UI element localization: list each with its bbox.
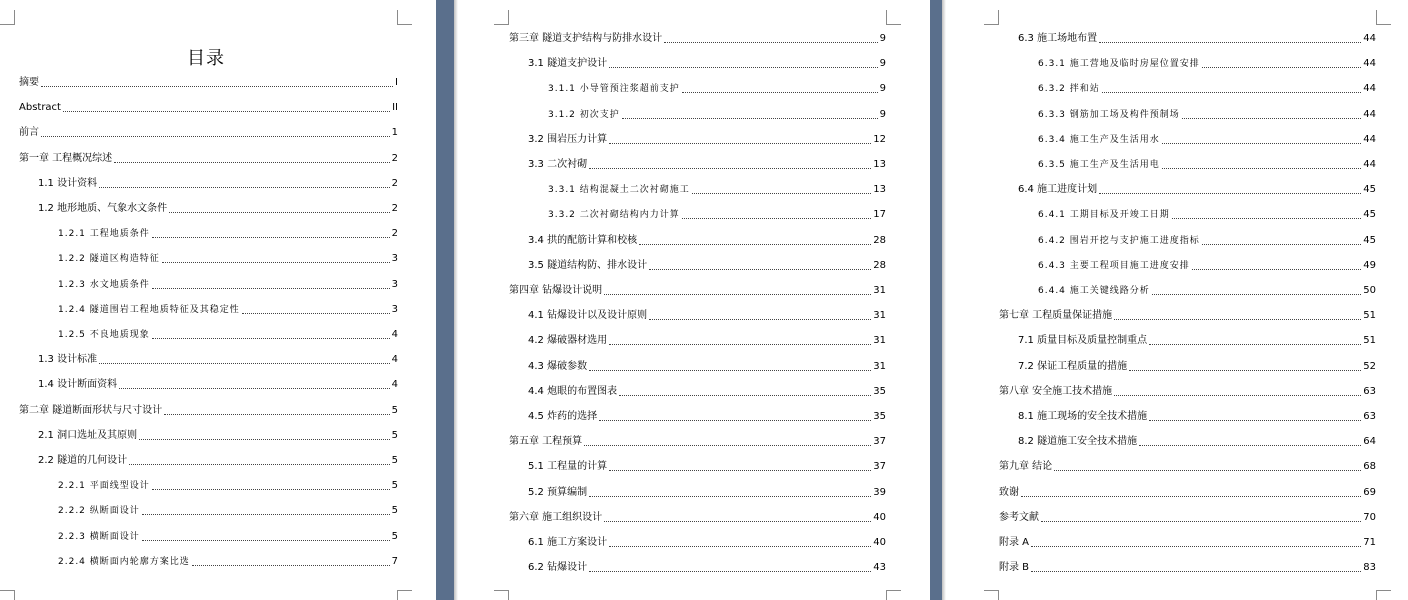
toc-entry-title: 6.3 施工场地布置: [1018, 33, 1098, 44]
toc-entry-title: 第三章 隧道支护结构与防排水设计: [509, 33, 663, 44]
document-page-1: [0, 0, 436, 600]
toc-leader-dots: [1162, 142, 1362, 144]
toc-entry-title: 2.2.1 平面线型设计: [58, 481, 150, 492]
toc-entry-title: 6.4.2 围岩开挖与支护施工进度指标: [1038, 235, 1200, 246]
toc-entry-title: 1.2 地形地质、气象水文条件: [38, 203, 168, 214]
toc-leader-dots: [609, 142, 871, 144]
toc-page-number: 9: [879, 108, 886, 120]
corner-mark: [984, 10, 999, 25]
toc-entry-title: 2.2.4 横断面内轮廓方案比选: [58, 556, 190, 567]
toc-leader-dots: [604, 520, 871, 522]
toc-leader-dots: [649, 318, 871, 320]
toc-entry[interactable]: [509, 434, 886, 448]
toc-entry-title: 6.4 施工进度计划: [1018, 184, 1098, 196]
toc-entry-title: 1.2.4 隧道围岩工程地质特征及其稳定性: [58, 304, 240, 315]
corner-mark: [494, 10, 509, 25]
toc-entry-title: 6.2 钻爆设计: [528, 562, 588, 574]
toc-page-number: 2: [391, 152, 398, 164]
toc-entry[interactable]: [1038, 81, 1376, 95]
toc-page-number: II: [392, 102, 398, 114]
toc-page-number: I: [395, 77, 398, 88]
toc-entry[interactable]: [38, 428, 398, 442]
toc-entry-title: 2.2 隧道的几何设计: [38, 455, 128, 466]
toc-leader-dots: [164, 413, 389, 415]
toc-page-number: 3: [391, 253, 398, 265]
toc-leader-dots: [1114, 394, 1361, 396]
toc-page-number: 5: [391, 404, 398, 416]
toc-entry[interactable]: [19, 100, 398, 114]
toc-entry[interactable]: [548, 182, 886, 196]
toc-entry[interactable]: [999, 384, 1376, 398]
toc-entry[interactable]: [528, 560, 886, 574]
toc-page-number: 51: [1363, 335, 1376, 347]
toc-page-number: 44: [1363, 159, 1376, 170]
toc-page-number: 68: [1363, 461, 1376, 473]
toc-entry-title: 3.4 拱的配筋计算和校核: [528, 234, 638, 246]
toc-page-number: 13: [873, 184, 886, 196]
toc-leader-dots: [1114, 318, 1361, 320]
toc-leader-dots: [142, 513, 390, 515]
toc-entry-title: 6.4.3 主要工程项目施工进度安排: [1038, 260, 1190, 271]
toc-leader-dots: [119, 387, 390, 389]
toc-entry[interactable]: [58, 554, 398, 568]
toc-entry[interactable]: [528, 409, 886, 423]
toc-page-number: 45: [1363, 234, 1376, 246]
toc-entry[interactable]: [38, 377, 398, 391]
toc-entry-title: 3.3.2 二次衬砌结构内力计算: [548, 210, 680, 221]
toc-leader-dots: [609, 545, 871, 547]
toc-entry-title: 前言: [19, 127, 39, 139]
toc-page-number: 1: [391, 127, 398, 139]
toc-entry-title: 附录 B: [999, 562, 1030, 574]
toc-page-number: 31: [873, 335, 886, 347]
toc-entry[interactable]: [38, 176, 398, 190]
toc-leader-dots: [1139, 444, 1361, 446]
toc-entry[interactable]: [58, 478, 398, 492]
toc-leader-dots: [589, 495, 871, 497]
toc-entry[interactable]: [528, 384, 886, 398]
toc-page-number: 31: [873, 360, 886, 372]
toc-page-number: 35: [873, 411, 886, 422]
toc-leader-dots: [1099, 41, 1361, 43]
toc-leader-dots: [1031, 545, 1361, 547]
toc-entry[interactable]: [1018, 409, 1376, 423]
corner-mark: [0, 10, 15, 25]
toc-entry[interactable]: [58, 302, 398, 316]
toc-entry-title: 附录 A: [999, 537, 1030, 548]
toc-entry-title: 1.2.5 不良地质现象: [58, 330, 150, 340]
toc-page-number: 5: [391, 480, 398, 492]
toc-page-number: 4: [391, 354, 398, 366]
toc-leader-dots: [242, 312, 390, 314]
toc-entry[interactable]: [19, 75, 398, 89]
toc-entry[interactable]: [1018, 434, 1376, 448]
toc-leader-dots: [604, 293, 871, 295]
toc-entry[interactable]: [1038, 233, 1376, 247]
toc-leader-dots: [589, 167, 871, 169]
toc-page-number: 44: [1363, 133, 1376, 145]
toc-entry[interactable]: [528, 233, 886, 247]
toc-page-number: 51: [1363, 310, 1376, 322]
toc-entry-title: 7.2 保证工程质量的措施: [1018, 360, 1128, 372]
toc-entry-title: 第二章 隧道断面形状与尺寸设计: [19, 404, 163, 416]
toc-page-number: 44: [1363, 108, 1376, 120]
toc-entry-title: 3.5 隧道结构防、排水设计: [528, 259, 648, 271]
toc-entry-title: 第六章 施工组织设计: [509, 511, 603, 523]
toc-leader-dots: [129, 463, 390, 465]
toc-page-number: 13: [873, 159, 886, 170]
toc-leader-dots: [152, 337, 390, 339]
toc-leader-dots: [1031, 570, 1361, 572]
toc-leader-dots: [589, 570, 871, 572]
toc-page-number: 40: [873, 537, 886, 548]
toc-page-number: 9: [879, 83, 886, 95]
toc-page-number: 44: [1363, 58, 1376, 70]
toc-entry[interactable]: [1038, 258, 1376, 272]
toc-leader-dots: [619, 394, 871, 396]
toc-entry-title: 1.2.1 工程地质条件: [58, 229, 150, 240]
toc-entry-title: 3.1.2 初次支护: [548, 109, 620, 120]
toc-entry[interactable]: [509, 283, 886, 297]
toc-entry-title: 参考文献: [999, 511, 1039, 523]
toc-leader-dots: [1102, 91, 1362, 93]
toc-leader-dots: [1041, 520, 1361, 522]
toc-page-number: 37: [873, 436, 886, 448]
toc-entry-title: 5.1 工程量的计算: [528, 461, 608, 473]
toc-page-number: 63: [1363, 385, 1376, 397]
toc-leader-dots: [139, 438, 390, 440]
toc-leader-dots: [682, 91, 878, 93]
toc-leader-dots: [599, 419, 871, 421]
corner-mark: [1376, 590, 1391, 600]
corner-mark: [397, 10, 412, 25]
toc-leader-dots: [639, 243, 871, 245]
toc-page-number: 63: [1363, 411, 1376, 422]
page-shadow: [942, 0, 946, 600]
toc-page-number: 2: [391, 177, 398, 189]
toc-page-number: 50: [1363, 285, 1376, 296]
toc-entry[interactable]: [528, 308, 886, 322]
toc-leader-dots: [609, 469, 871, 471]
toc-entry[interactable]: [548, 81, 886, 95]
toc-page-number: 5: [391, 455, 398, 466]
toc-page-number: 52: [1363, 360, 1376, 372]
toc-leader-dots: [692, 192, 872, 194]
toc-page-number: 5: [391, 429, 398, 441]
toc-entry[interactable]: [19, 403, 398, 417]
toc-entry-title: Abstract: [19, 102, 61, 114]
toc-entry-title: 3.2 围岩压力计算: [528, 133, 608, 145]
toc-page-number: 17: [873, 209, 886, 221]
toc-entry[interactable]: [528, 485, 886, 499]
toc-entry[interactable]: [528, 359, 886, 373]
toc-entry-title: 1.2.2 隧道区构造特征: [58, 254, 160, 265]
toc-entry-title: 1.1 设计资料: [38, 177, 98, 189]
toc-entry[interactable]: [528, 333, 886, 347]
toc-entry-title: 6.3.4 施工生产及生活用水: [1038, 134, 1160, 145]
toc-leader-dots: [99, 186, 390, 188]
toc-entry-title: 第四章 钻爆设计说明: [509, 285, 603, 296]
toc-entry[interactable]: [38, 201, 398, 215]
toc-entry[interactable]: [58, 327, 398, 341]
toc-entry-title: 4.5 炸药的选择: [528, 411, 598, 422]
toc-entry-title: 3.1 隧道支护设计: [528, 58, 608, 70]
toc-entry[interactable]: [1038, 132, 1376, 146]
corner-mark: [886, 10, 901, 25]
toc-entry[interactable]: [528, 258, 886, 272]
toc-entry-title: 6.3.5 施工生产及生活用电: [1038, 160, 1160, 170]
toc-page-number: 49: [1363, 259, 1376, 271]
toc-leader-dots: [1202, 243, 1362, 245]
toc-page-number: 9: [879, 58, 886, 70]
toc-entry[interactable]: [58, 529, 398, 543]
toc-entry-title: 6.1 施工方案设计: [528, 537, 608, 548]
toc-leader-dots: [1021, 495, 1361, 497]
toc-entry[interactable]: [528, 157, 886, 171]
toc-page-number: 44: [1363, 83, 1376, 95]
toc-leader-dots: [142, 539, 390, 541]
toc-entry[interactable]: [19, 125, 398, 139]
toc-page-number: 35: [873, 385, 886, 397]
toc-entry[interactable]: [58, 503, 398, 517]
toc-page-number: 70: [1363, 511, 1376, 523]
toc-entry[interactable]: [548, 107, 886, 121]
toc-entry[interactable]: [999, 485, 1376, 499]
toc-entry[interactable]: [548, 207, 886, 221]
toc-leader-dots: [114, 161, 389, 163]
toc-entry[interactable]: [1018, 333, 1376, 347]
corner-mark: [984, 590, 999, 600]
toc-entry-title: 第八章 安全施工技术措施: [999, 385, 1113, 397]
toc-entry[interactable]: [999, 560, 1376, 574]
toc-page-number: 45: [1363, 184, 1376, 196]
toc-entry[interactable]: [1038, 157, 1376, 171]
toc-leader-dots: [682, 217, 872, 219]
toc-entry[interactable]: [1018, 182, 1376, 196]
toc-entry-title: 1.3 设计标准: [38, 354, 98, 366]
toc-entry-title: 6.3.1 施工营地及临时房屋位置安排: [1038, 59, 1200, 70]
toc-page-number: 45: [1363, 209, 1376, 221]
toc-page-number: 37: [873, 461, 886, 473]
toc-page-number: 31: [873, 310, 886, 322]
toc-leader-dots: [1054, 469, 1361, 471]
toc-entry[interactable]: [528, 535, 886, 549]
toc-entry[interactable]: [1018, 31, 1376, 45]
toc-entry[interactable]: [19, 151, 398, 165]
toc-entry-title: 4.4 炮眼的布置图表: [528, 385, 618, 397]
toc-leader-dots: [1162, 167, 1362, 169]
toc-leader-dots: [152, 287, 390, 289]
toc-entry[interactable]: [38, 453, 398, 467]
toc-page-number: 71: [1363, 537, 1376, 548]
toc-entry[interactable]: [1038, 107, 1376, 121]
document-page-2: [454, 0, 930, 600]
toc-entry[interactable]: [58, 277, 398, 291]
toc-entry-title: 1.2.3 水文地质条件: [58, 279, 150, 290]
toc-entry[interactable]: [1038, 283, 1376, 297]
toc-page-number: 12: [873, 133, 886, 145]
toc-page-number: 4: [391, 329, 398, 340]
toc-entry-title: 6.3.3 钢筋加工场及构件预制场: [1038, 109, 1180, 120]
corner-mark: [1376, 10, 1391, 25]
toc-page-number: 2: [391, 203, 398, 214]
corner-mark: [0, 590, 15, 600]
corner-mark: [886, 590, 901, 600]
toc-entry-title: 第七章 工程质量保证措施: [999, 310, 1113, 322]
toc-leader-dots: [152, 488, 390, 490]
toc-entry[interactable]: [999, 510, 1376, 524]
toc-leader-dots: [1192, 268, 1362, 270]
toc-leader-dots: [589, 369, 871, 371]
toc-entry[interactable]: [58, 251, 398, 265]
toc-leader-dots: [1099, 192, 1361, 194]
toc-leader-dots: [41, 135, 390, 137]
toc-leader-dots: [63, 110, 390, 112]
toc-page-number: 28: [873, 259, 886, 271]
toc-entry[interactable]: [528, 132, 886, 146]
toc-leader-dots: [169, 211, 390, 213]
toc-entry[interactable]: [999, 535, 1376, 549]
toc-title: 目录: [187, 48, 225, 69]
toc-leader-dots: [664, 41, 877, 43]
toc-entry-title: 5.2 预算编制: [528, 486, 588, 498]
toc-page-number: 40: [873, 511, 886, 523]
toc-entry[interactable]: [509, 31, 886, 45]
toc-entry-title: 3.1.1 小导管预注浆超前支护: [548, 84, 680, 95]
corner-mark: [494, 590, 509, 600]
toc-page-number: 5: [391, 530, 398, 542]
corner-mark: [397, 590, 412, 600]
document-page-3: [942, 0, 1408, 600]
toc-leader-dots: [41, 85, 393, 87]
toc-entry[interactable]: [38, 352, 398, 366]
toc-entry-title: 第一章 工程概况综述: [19, 152, 113, 164]
toc-page-number: 7: [391, 555, 398, 567]
toc-page-number: 4: [391, 379, 398, 391]
toc-entry[interactable]: [1018, 359, 1376, 373]
toc-entry-title: 3.3.1 结构混凝土二次衬砌施工: [548, 185, 690, 196]
toc-entry-title: 4.1 钻爆设计以及设计原则: [528, 310, 648, 322]
toc-leader-dots: [1149, 343, 1361, 345]
toc-entry[interactable]: [1038, 56, 1376, 70]
toc-entry[interactable]: [509, 510, 886, 524]
toc-entry-title: 7.1 质量目标及质量控制重点: [1018, 335, 1148, 347]
toc-entry-title: 8.2 隧道施工安全技术措施: [1018, 436, 1138, 448]
toc-entry[interactable]: [999, 459, 1376, 473]
toc-page-number: 31: [873, 285, 886, 296]
toc-entry-title: 1.4 设计断面资料: [38, 379, 118, 391]
toc-entry[interactable]: [1038, 207, 1376, 221]
toc-entry[interactable]: [528, 459, 886, 473]
toc-entry-title: 第五章 工程预算: [509, 436, 583, 448]
toc-entry-title: 8.1 施工现场的安全技术措施: [1018, 411, 1148, 422]
toc-entry-title: 6.3.2 拌和站: [1038, 84, 1100, 95]
toc-leader-dots: [649, 268, 871, 270]
toc-entry-title: 致谢: [999, 486, 1019, 498]
toc-leader-dots: [1202, 66, 1362, 68]
toc-entry[interactable]: [58, 226, 398, 240]
toc-entry[interactable]: [999, 308, 1376, 322]
toc-leader-dots: [162, 261, 390, 263]
toc-entry-title: 4.2 爆破器材选用: [528, 335, 608, 347]
toc-leader-dots: [1129, 369, 1361, 371]
toc-entry[interactable]: [528, 56, 886, 70]
toc-entry-title: 第九章 结论: [999, 461, 1053, 473]
toc-leader-dots: [584, 444, 871, 446]
toc-leader-dots: [99, 362, 390, 364]
toc-leader-dots: [609, 66, 878, 68]
toc-page-number: 28: [873, 234, 886, 246]
toc-page-number: 9: [879, 33, 886, 44]
toc-page-number: 5: [391, 505, 398, 517]
toc-page-number: 3: [391, 278, 398, 290]
toc-leader-dots: [1149, 419, 1361, 421]
toc-entry-title: 2.2.2 纵断面设计: [58, 506, 140, 517]
toc-page-number: 2: [391, 228, 398, 240]
toc-entry-title: 6.4.1 工期目标及开竣工日期: [1038, 210, 1170, 221]
toc-entry-title: 4.3 爆破参数: [528, 360, 588, 372]
toc-entry-title: 摘要: [19, 77, 39, 88]
toc-page-number: 39: [873, 486, 886, 498]
toc-leader-dots: [609, 343, 871, 345]
toc-page-number: 64: [1363, 436, 1376, 448]
toc-leader-dots: [192, 564, 390, 566]
toc-entry-title: 3.3 二次衬砌: [528, 159, 588, 170]
toc-entry-title: 2.2.3 横断面设计: [58, 531, 140, 542]
page-shadow: [454, 0, 458, 600]
toc-page-number: 3: [391, 303, 398, 315]
toc-page-number: 44: [1363, 33, 1376, 44]
toc-leader-dots: [1172, 217, 1362, 219]
toc-leader-dots: [152, 236, 390, 238]
toc-page-number: 69: [1363, 486, 1376, 498]
toc-page-number: 83: [1363, 562, 1376, 574]
toc-leader-dots: [1182, 117, 1362, 119]
toc-leader-dots: [622, 117, 878, 119]
toc-entry-title: 2.1 洞口选址及其原则: [38, 429, 138, 441]
toc-page-number: 43: [873, 562, 886, 574]
toc-leader-dots: [1152, 293, 1362, 295]
toc-entry-title: 6.4.4 施工关键线路分析: [1038, 286, 1150, 296]
